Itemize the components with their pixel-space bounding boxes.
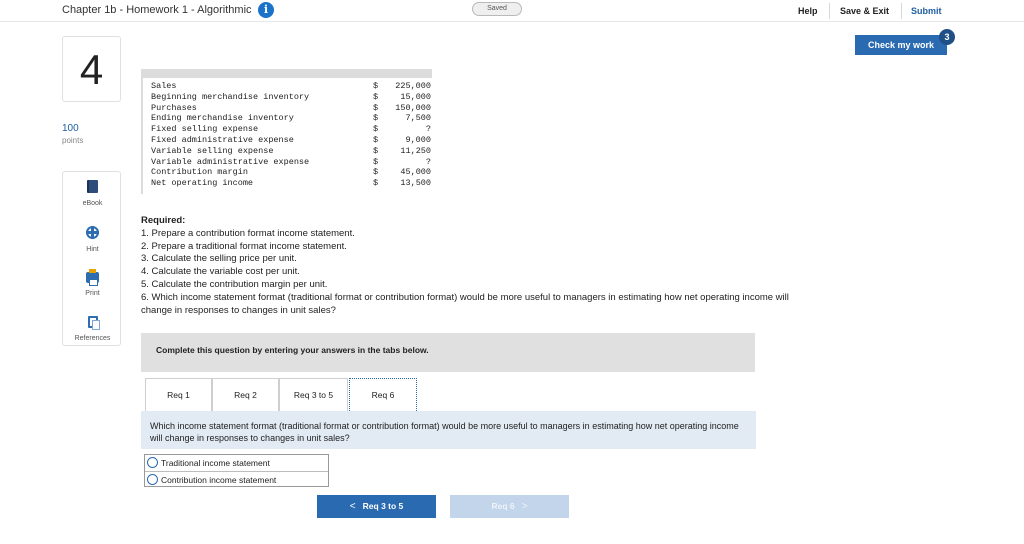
resources-sidebar: [62, 171, 121, 346]
row-label: Beginning merchandise inventory: [151, 91, 310, 102]
row-value: 45,000: [400, 167, 431, 178]
chevron-right-icon: >: [521, 501, 528, 512]
table-left-border: [141, 69, 143, 194]
print-icon: [86, 272, 99, 283]
row-currency: $: [373, 178, 379, 189]
next-tab-button[interactable]: [450, 495, 569, 518]
radio-button[interactable]: [147, 474, 158, 485]
sidebar-item-print[interactable]: [63, 270, 122, 297]
data-table: [141, 69, 432, 194]
prev-tab-label: Req 3 to 5: [362, 501, 404, 511]
hint-icon: [86, 226, 99, 239]
submit-link[interactable]: Submit: [911, 6, 942, 16]
tab-req-1[interactable]: Req 1: [145, 378, 212, 411]
sidebar-item-label: References: [74, 335, 111, 342]
row-label: Fixed administrative expense: [151, 134, 294, 145]
option-contribution[interactable]: [145, 471, 328, 487]
row-label: Fixed selling expense: [151, 124, 259, 135]
required-item: 3. Calculate the selling price per unit.: [141, 253, 297, 265]
row-value: ?: [425, 124, 431, 135]
row-currency: $: [373, 113, 379, 124]
row-currency: $: [373, 124, 379, 135]
row-currency: $: [373, 81, 379, 91]
row-currency: $: [373, 156, 379, 167]
sidebar-item-label: eBook: [82, 200, 103, 207]
required-item: 4. Calculate the variable cost per unit.: [141, 266, 300, 278]
row-value: 7,500: [405, 113, 431, 124]
header-divider: [829, 3, 830, 19]
instructions-text: Complete this question by entering your answers in the tabs below.: [156, 345, 429, 355]
saved-status-badge: Saved: [472, 2, 522, 16]
required-heading: Required:: [141, 215, 186, 226]
tab-req-3-to-5[interactable]: Req 3 to 5: [279, 378, 348, 411]
assignment-title: Chapter 1b - Homework 1 - Algorithmic: [62, 4, 252, 16]
table-row: [151, 81, 431, 92]
row-currency: $: [373, 91, 379, 102]
next-tab-label: Req 6: [491, 501, 515, 511]
chevron-left-icon: <: [349, 501, 356, 512]
row-currency: $: [373, 145, 379, 156]
row-value: 13,500: [400, 178, 431, 189]
sidebar-item-ebook[interactable]: [63, 180, 122, 207]
check-my-work-button[interactable]: Check my work: [855, 35, 947, 55]
question-text: Which income statement format (traditional format or contribution format) would be more useful to managers in estimating how net operating income will change in responses to changes in unit sales?: [150, 421, 739, 443]
sidebar-item-label: Print: [85, 290, 100, 297]
header-divider: [901, 3, 902, 19]
check-attempts-badge: 3: [939, 29, 955, 45]
question-panel: [141, 411, 756, 449]
row-label: Purchases: [151, 102, 197, 113]
prev-tab-button[interactable]: [317, 495, 436, 518]
points-label: points: [62, 136, 84, 145]
radio-button[interactable]: [147, 457, 158, 468]
row-label: Variable selling expense: [151, 145, 274, 156]
instructions-panel: [141, 333, 755, 372]
help-link[interactable]: Help: [798, 6, 818, 16]
required-item: 1. Prepare a contribution format income statement.: [141, 227, 355, 239]
table-row: [151, 113, 431, 124]
book-icon: [87, 180, 98, 193]
row-value: 225,000: [395, 81, 431, 91]
table-row: [151, 135, 431, 146]
sidebar-item-references[interactable]: [63, 315, 122, 342]
points-value: 100: [62, 123, 79, 134]
row-label: Ending merchandise inventory: [151, 113, 294, 124]
table-row: [151, 167, 431, 178]
table-row: [151, 157, 431, 168]
answer-options: [144, 454, 329, 487]
tab-req-6[interactable]: Req 6: [349, 378, 417, 411]
row-label: Variable administrative expense: [151, 156, 310, 167]
sidebar-item-hint[interactable]: [63, 226, 122, 253]
table-top-border: [141, 69, 432, 78]
tab-req-2[interactable]: Req 2: [212, 378, 279, 411]
row-value: 9,000: [405, 134, 431, 145]
row-value: ?: [425, 156, 431, 167]
data-rows: [151, 81, 431, 189]
row-label: Contribution margin: [151, 167, 248, 178]
required-item: 2. Prepare a traditional format income statement.: [141, 240, 347, 252]
option-label: Contribution income statement: [161, 475, 277, 485]
row-currency: $: [373, 134, 379, 145]
required-item: 6. Which income statement format (traditional format or contribution format) would be more useful to managers in estimating how net operating income will change in responses to changes in unit sales?: [141, 291, 789, 316]
required-item: 5. Calculate the contribution margin per unit.: [141, 278, 328, 290]
option-traditional[interactable]: [145, 455, 328, 471]
row-value: 150,000: [395, 102, 431, 113]
table-row: [151, 103, 431, 114]
top-header: [0, 0, 1024, 22]
row-label: Sales: [151, 81, 177, 91]
save-exit-link[interactable]: Save & Exit: [840, 6, 890, 16]
row-value: 11,250: [400, 145, 431, 156]
sidebar-item-label: Hint: [86, 246, 99, 253]
references-icon: [88, 316, 98, 328]
table-row: [151, 92, 431, 103]
row-currency: $: [373, 102, 379, 113]
table-row: [151, 178, 431, 189]
option-label: Traditional income statement: [161, 458, 270, 468]
table-row: [151, 124, 431, 135]
row-value: 15,000: [400, 91, 431, 102]
required-section: [141, 215, 821, 317]
table-row: [151, 146, 431, 157]
question-number: 4: [62, 36, 121, 102]
row-currency: $: [373, 167, 379, 178]
info-icon[interactable]: i: [258, 2, 274, 18]
row-label: Net operating income: [151, 178, 254, 189]
